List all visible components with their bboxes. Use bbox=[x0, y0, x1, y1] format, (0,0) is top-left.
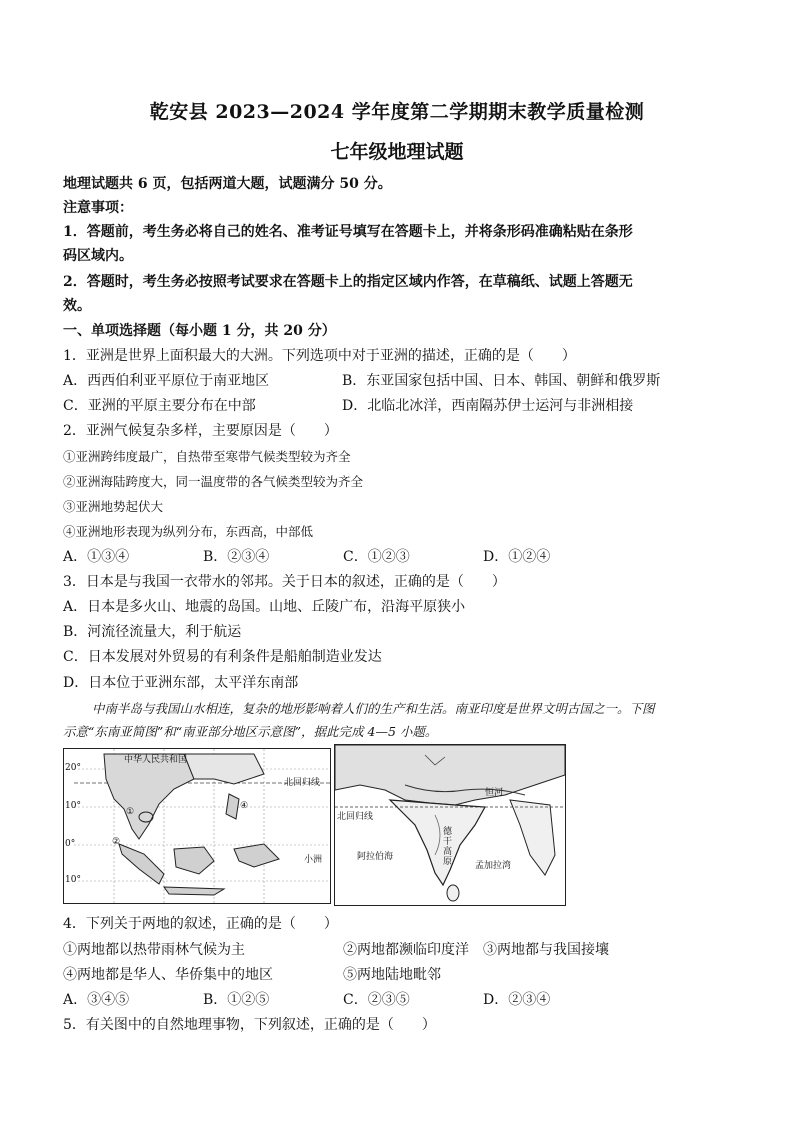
q3-option-b: B．河流径流量大，利于航运 bbox=[63, 624, 242, 640]
q3-option-d: D．日本位于亚洲东部，太平洋东南部 bbox=[63, 675, 299, 691]
q4-statement-4: ④两地都是华人、华侨集中的地区 bbox=[63, 967, 273, 983]
section-heading: 一、单项选择题（每小题 1 分，共 20 分） bbox=[63, 323, 336, 339]
exam-title: 乾安县 2023—2024 学年度第二学期期末教学质量检测 bbox=[149, 101, 645, 123]
exam-subtitle: 七年级地理试题 bbox=[330, 141, 464, 163]
q4-stem: 4．下列关于两地的叙述，正确的是（ ） bbox=[63, 916, 338, 932]
passage-line-2: 示意“东南亚简图”和“南亚部分地区示意图”，据此完成 4—5 小题。 bbox=[63, 724, 438, 739]
q1-stem: 1．亚洲是世界上面积最大的大洲。下列选项中对于亚洲的描述，正确的是（ ） bbox=[63, 348, 576, 364]
q1-option-a: A．西西伯利亚平原位于南亚地区 bbox=[63, 373, 270, 389]
map-label-tropic-left: 北回归线 bbox=[284, 778, 321, 788]
map-label-region: 小洲 bbox=[304, 855, 323, 865]
q1-option-b: B．东亚国家包括中国、日本、韩国、朝鲜和俄罗斯 bbox=[342, 373, 661, 389]
map-label-river: 恒河 bbox=[485, 788, 504, 798]
southeast-asia-map-drawing bbox=[64, 749, 330, 903]
q5-stem: 5．有关图中的自然地理事物，下列叙述，正确的是（ ） bbox=[63, 1017, 436, 1033]
q2-option-b: B．②③④ bbox=[203, 549, 270, 565]
q2-statement-4: ④亚洲地形表现为纵列分布，东西高，中部低 bbox=[63, 524, 314, 539]
q4-statement-1: ①两地都以热带雨林气候为主 bbox=[63, 942, 245, 958]
map-label-island: ④ bbox=[240, 801, 249, 811]
q4-option-b: B．①②⑤ bbox=[203, 992, 270, 1008]
q1-option-d: D．北临北冰洋，西南隔苏伊士运河与非洲相接 bbox=[342, 398, 634, 414]
q4-option-c: C．②③⑤ bbox=[343, 992, 410, 1008]
q4-statement-2: ②两地都濒临印度洋 bbox=[343, 942, 469, 958]
notice-1a: 1．答题前，考生务必将自己的姓名、准考证号填写在答题卡上，并将条形码准确粘贴在条形 bbox=[63, 224, 633, 240]
q2-statement-1: ①亚洲跨纬度最广，自热带至寒带气候类型较为齐全 bbox=[63, 449, 351, 464]
q2-option-a: A．①③④ bbox=[63, 549, 130, 565]
q2-statement-3: ③亚洲地势起伏大 bbox=[63, 499, 164, 514]
q4-option-d: D．②③④ bbox=[483, 992, 551, 1008]
passage-line-1: 中南半岛与我国山水相连，复杂的地形影响着人们的生产和生活。南亚印度是世界文明古国之一。下图 bbox=[92, 701, 655, 716]
map-label-country: 中华人民共和国 bbox=[124, 755, 188, 765]
q2-statement-2: ②亚洲海陆跨度大，同一温度带的各气候类型较为齐全 bbox=[63, 474, 364, 489]
map-label-a: ① bbox=[126, 807, 135, 817]
map-label-lat10s: 10° bbox=[65, 875, 81, 885]
notice-1b: 码区域内。 bbox=[63, 248, 133, 264]
q4-statement-5: ⑤两地陆地毗邻 bbox=[343, 967, 441, 983]
q1-option-c: C．亚洲的平原主要分布在中部 bbox=[63, 398, 256, 414]
q2-option-d: D．①②④ bbox=[483, 549, 551, 565]
q4-statement-3: ③两地都与我国接壤 bbox=[483, 942, 609, 958]
exam-summary: 地理试题共 6 页，包括两道大题，试题满分 50 分。 bbox=[63, 176, 392, 192]
south-asia-map bbox=[334, 744, 566, 906]
q3-option-a: A．日本是多火山、地震的岛国。山地、丘陵广布，沿海平原狭小 bbox=[63, 599, 466, 615]
notice-label: 注意事项： bbox=[63, 200, 133, 216]
map-label-plateau: 德干高原 bbox=[443, 827, 453, 867]
q3-stem: 3．日本是与我国一衣带水的邻邦。关于日本的叙述，正确的是（ ） bbox=[63, 574, 506, 590]
south-asia-map-drawing bbox=[335, 745, 565, 905]
notice-2b: 效。 bbox=[63, 298, 91, 314]
map-label-bay: 孟加拉湾 bbox=[475, 861, 512, 871]
map-label-sea: 阿拉伯海 bbox=[357, 852, 394, 862]
map-label-lat10: 10° bbox=[65, 801, 81, 811]
q2-option-c: C．①②③ bbox=[343, 549, 410, 565]
map-label-b: ② bbox=[112, 837, 121, 847]
map-label-lat0: 0° bbox=[65, 839, 76, 849]
notice-2a: 2．答题时，考生务必按照考试要求在答题卡上的指定区域内作答，在草稿纸、试题上答题无 bbox=[63, 274, 633, 290]
q3-option-c: C．日本发展对外贸易的有利条件是船舶制造业发达 bbox=[63, 649, 382, 665]
map-label-lat20: 20° bbox=[65, 763, 81, 773]
q2-stem: 2．亚洲气候复杂多样，主要原因是（ ） bbox=[63, 423, 338, 439]
map-label-tropic-right: 北回归线 bbox=[337, 812, 374, 822]
q4-option-a: A．③④⑤ bbox=[63, 992, 130, 1008]
southeast-asia-map bbox=[63, 748, 331, 904]
